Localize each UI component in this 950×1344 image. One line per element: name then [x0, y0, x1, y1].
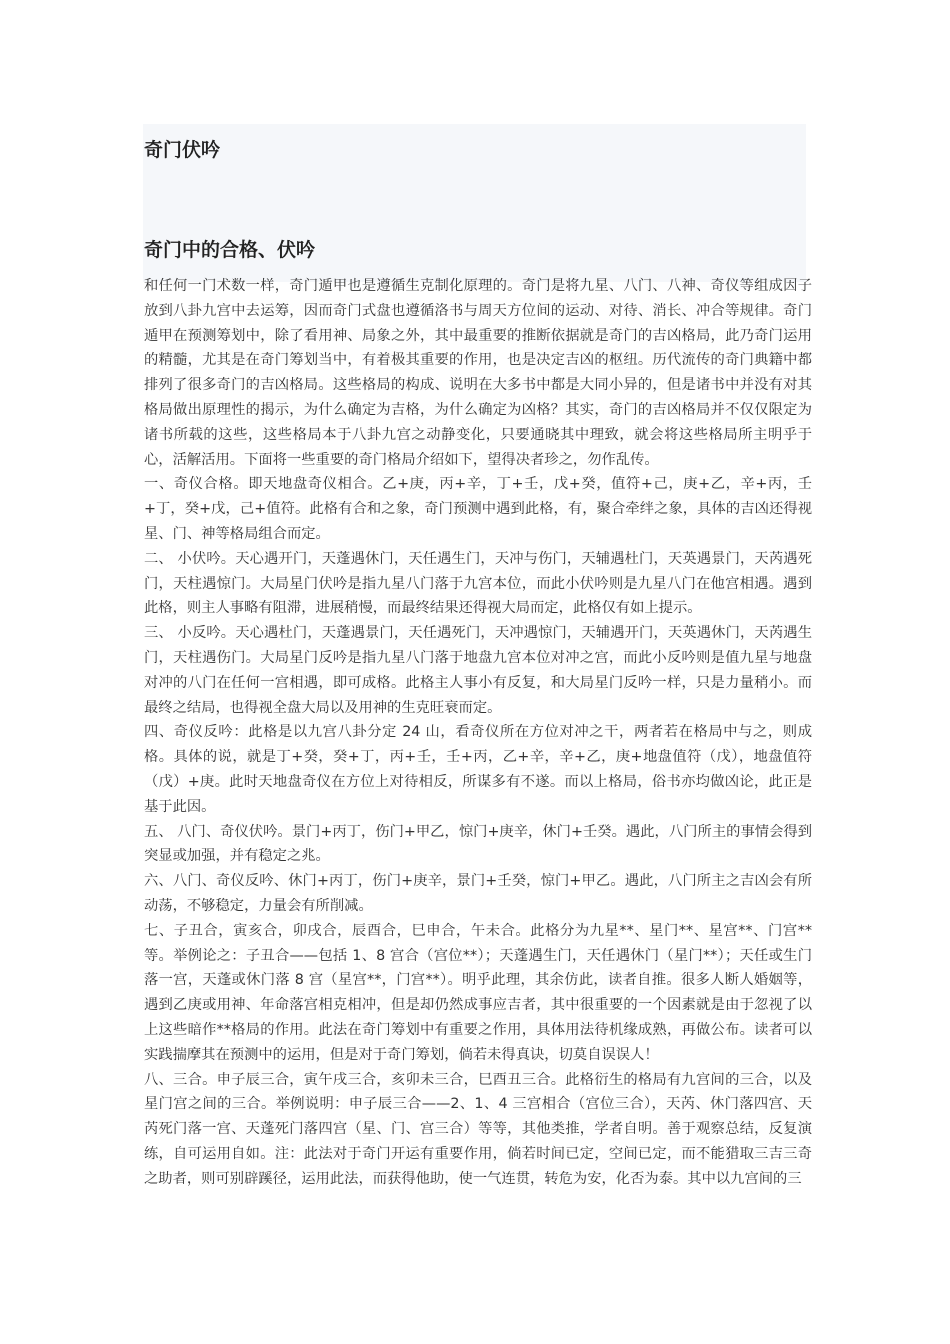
paragraph-1: 一、奇仪合格。即天地盘奇仪相合。乙+庚，丙+辛，丁+壬，戊+癸，值符+己，庚+乙，辛+丙，壬+丁，癸+戊，己+值符。此格有合和之象，奇门预测中遇到此格，有，聚合牵绊之象，具体的吉凶还得视星、门、神等格局组合而定。 — [144, 476, 812, 542]
paragraph-8: 八、三合。申子辰三合，寅午戌三合，亥卯未三合，巳酉丑三合。此格衍生的格局有九宫间的三合，以及星门宫之间的三合。举例说明：申子辰三合——2、1、4 三宫相合（宫位三合），天芮、休门落四宫、天芮死门落一宫、天蓬死门落四宫（星、门、宫三合）等等，其他类推，学者自明。善于观察总结，反复演练，自可运用自如。注：此法对于奇门开运有重要作用，倘若时间已定，空间已定，而不能猎取三吉三奇之助者，则可别辟蹊径，运用此法，而获得他助，使一气连贯，转危为安，化否为泰。其中以九宫间的三 — [144, 1071, 812, 1187]
page-title: 奇门伏吟 — [144, 139, 221, 161]
paragraph-2: 二、 小伏吟。天心遇开门，天蓬遇休门，天任遇生门，天冲与伤门，天辅遇杜门，天英遇景门，天芮遇死门，天柱遇惊门。大局星门伏吟是指九星八门落于九宫本位，而此小伏吟则是九星八门在他宫相遇。遇到此格，则主人事略有阻滞，进展稍慢，而最终结果还得视大局而定，此格仅有如上提示。 — [144, 550, 812, 617]
paragraph-5: 五、 八门、奇仪伏吟。景门+丙丁，伤门+甲乙，惊门+庚辛，休门+壬癸。遇此，八门所主的事情会得到突显或加强，并有稳定之兆。 — [144, 823, 812, 865]
paragraph-intro: 和任何一门术数一样，奇门遁甲也是遵循生克制化原理的。奇门是将九星、八门、八神、奇仪等组成因子放到八卦九宫中去运筹，因而奇门式盘也遵循洛书与周天方位间的运动、对待、消长、冲合等规律。奇门遁甲在预测筹划中，除了看用神、局象之外，其中最重要的推断依据就是奇门的吉凶格局，此乃奇门运用的精髓，尤其是在奇门筹划当中，有着极其重要的作用，也是决定吉凶的枢纽。历代流传的奇门典籍中都排列了很多奇门的吉凶格局。这些格局的构成、说明在大多书中都是大同小异的，但是诸书中并没有对其格局做出原理性的揭示，为什么确定为吉格，为什么确定为凶格？其实，奇门的吉凶格局并不仅仅限定为诸书所载的这些，这些格局本于八卦九宫之动静变化，只要通晓其中理致，就会将这些格局所主明乎于心，活解活用。下面将一些重要的奇门格局介绍如下，望得决者珍之，勿作乱传。 — [144, 278, 812, 468]
paragraph-3: 三、 小反吟。天心遇杜门，天蓬遇景门，天任遇死门，天冲遇惊门，天辅遇开门，天英遇休门，天芮遇生门，天柱遇伤门。大局星门反吟是指九星八门落于地盘九宫本位对冲之宫，而此小反吟则是值九星与地盘对冲的八门在任何一宫相遇，即可成格。此格主人事小有反复，和大局星门反吟一样，只是力量稍小。而最终之结局，也得视全盘大局以及用神的生克旺衰而定。 — [144, 625, 812, 716]
section-title: 奇门中的合格、伏吟 — [144, 239, 316, 261]
article-body — [144, 274, 812, 1191]
paragraph-4: 四、奇仪反吟：此格是以九宫八卦分定 24 山，看奇仪所在方位对冲之干，两者若在格局中与之，则成格。具体的说，就是丁+癸，癸+丁，丙+壬，壬+丙，乙+辛，辛+乙，庚+地盘值符（戊），地盘值符（戊）+庚。此时天地盘奇仪在方位上对待相反，所谋多有不遂。而以上格局，俗书亦均做凶论，此正是基于此因。 — [144, 724, 812, 815]
paragraph-7: 七、子丑合，寅亥合，卯戌合，辰酉合，巳申合，午未合。此格分为九星**、星门**、星宫**、门宫**等。举例论之：子丑合——包括 1、8 宫合（宫位**）；天蓬遇生门，天任遇休门（星门**）；天任或生门落一宫，天蓬或休门落 8 宫（星宫**，门宫**）。明乎此理，其余仿此，读者自推。很多人断人婚姻等，遇到乙庚或用神、年命落宫相克相冲，但是却仍然成事应吉者，其中很重要的一个因素就是由于忽视了以上这些暗作**格局的作用。此法在奇门筹划中有重要之作用，具体用法待机缘成熟，再做公布。读者可以实践揣摩其在预测中的运用，但是对于奇门筹划，倘若未得真诀，切莫自误误人！ — [144, 922, 812, 1063]
paragraph-6: 六、八门、奇仪反吟、休门+丙丁，伤门+庚辛，景门+壬癸，惊门+甲乙。遇此，八门所主之吉凶会有所动荡，不够稳定，力量会有所削减。 — [144, 873, 812, 914]
